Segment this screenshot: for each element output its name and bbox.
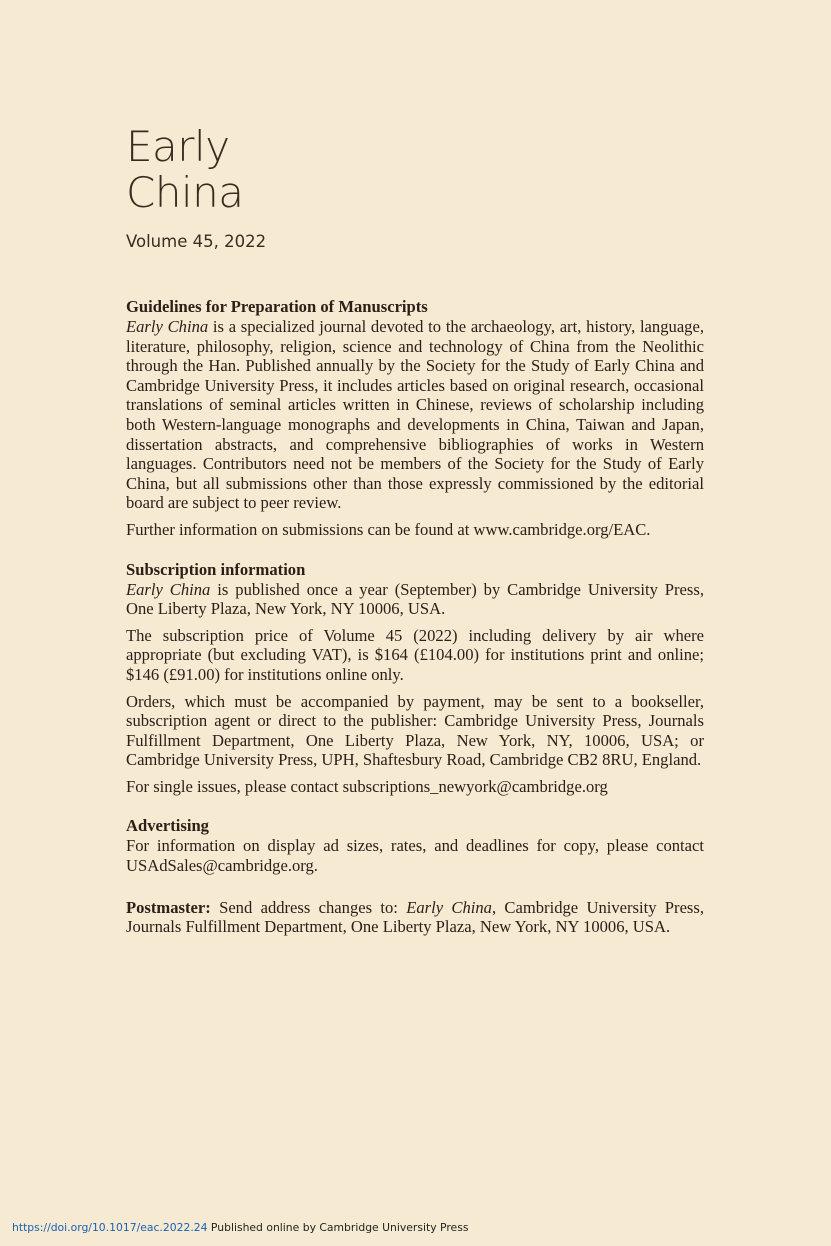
subscription-orders: Orders, which must be accompanied by payment, may be sent to a bookseller, subscription agent or direct to the publisher: Cambridge University Press, Journals Fulfillment Department, One Liberty Plaza, New York, NY, 10006, USA; or Cambridge University Press, UPH, Shaftesbury Road, Cambridge CB2 8RU, England. bbox=[126, 691, 704, 770]
journal-title-line1: Early bbox=[126, 122, 230, 171]
page-footer bbox=[12, 1221, 468, 1234]
subscription-price: The subscription price of Volume 45 (2022) including delivery by air where appropriate (but excluding VAT), is $164 (£104.00) for institutions print and online; $146 (£91.00) for institutions online only. bbox=[126, 625, 704, 684]
advertising-text: For information on display ad sizes, rates, and deadlines for copy, please contact USAdSales@cambridge.org. bbox=[126, 836, 704, 876]
advertising-heading: Advertising bbox=[126, 816, 209, 836]
subscription-publication bbox=[126, 580, 704, 619]
journal-title bbox=[126, 124, 243, 216]
postmaster-label: Postmaster: bbox=[126, 897, 211, 917]
content-body bbox=[126, 297, 704, 937]
single-issues-contact: For single issues, please contact subscriptions_newyork@cambridge.org bbox=[126, 776, 608, 796]
guidelines-section bbox=[126, 297, 704, 540]
guidelines-text: is a specialized journal devoted to the archaeology, art, history, language, literature, philosophy, religion, science and technology of China from the Neolithic through the Han. Published annually by the Society for the Study of Early China and Cambridge University Press, it includes articles based on original research, occasional translations of seminal articles written in Chinese, reviews of scholarship including both Western-language monographs and developments in China, Taiwan and Japan, dissertation abstracts, and comprehensive bibliographies of works in Western languages. Contributors need not be members of the Society for the Study of Early China, but all submissions other than those expressly commissioned by the editorial board are subject to peer review. bbox=[126, 317, 704, 513]
advertising-section bbox=[126, 816, 704, 875]
submissions-info: Further information on submissions can be found at www.cambridge.org/EAC. bbox=[126, 519, 651, 539]
guidelines-heading: Guidelines for Preparation of Manuscripts bbox=[126, 297, 428, 316]
volume-info: Volume 45, 2022 bbox=[126, 232, 267, 251]
subscription-heading: Subscription information bbox=[126, 559, 306, 579]
postmaster-paragraph bbox=[126, 898, 704, 937]
postmaster-section bbox=[126, 898, 704, 937]
journal-name-italic: Early China bbox=[126, 317, 209, 336]
journal-title-line2: China bbox=[126, 168, 244, 217]
doi-link[interactable]: https://doi.org/10.1017/eac.2022.24 bbox=[12, 1221, 208, 1234]
journal-name-italic: Early China bbox=[406, 897, 492, 917]
guidelines-paragraph bbox=[126, 317, 704, 513]
subscription-publication-text: is published once a year (September) by Cambridge University Press, One Liberty Plaza, New York, NY 10006, USA. bbox=[126, 579, 704, 619]
journal-name-italic: Early China bbox=[126, 579, 211, 599]
footer-publisher-text: Published online by Cambridge University Press bbox=[207, 1221, 469, 1234]
subscription-section bbox=[126, 560, 704, 797]
postmaster-text-after: , Cambridge University Press, Journals Fulfillment Department, One Liberty Plaza, New York, NY 10006, USA. bbox=[126, 897, 704, 937]
postmaster-text-before: Send address changes to: bbox=[210, 897, 407, 917]
